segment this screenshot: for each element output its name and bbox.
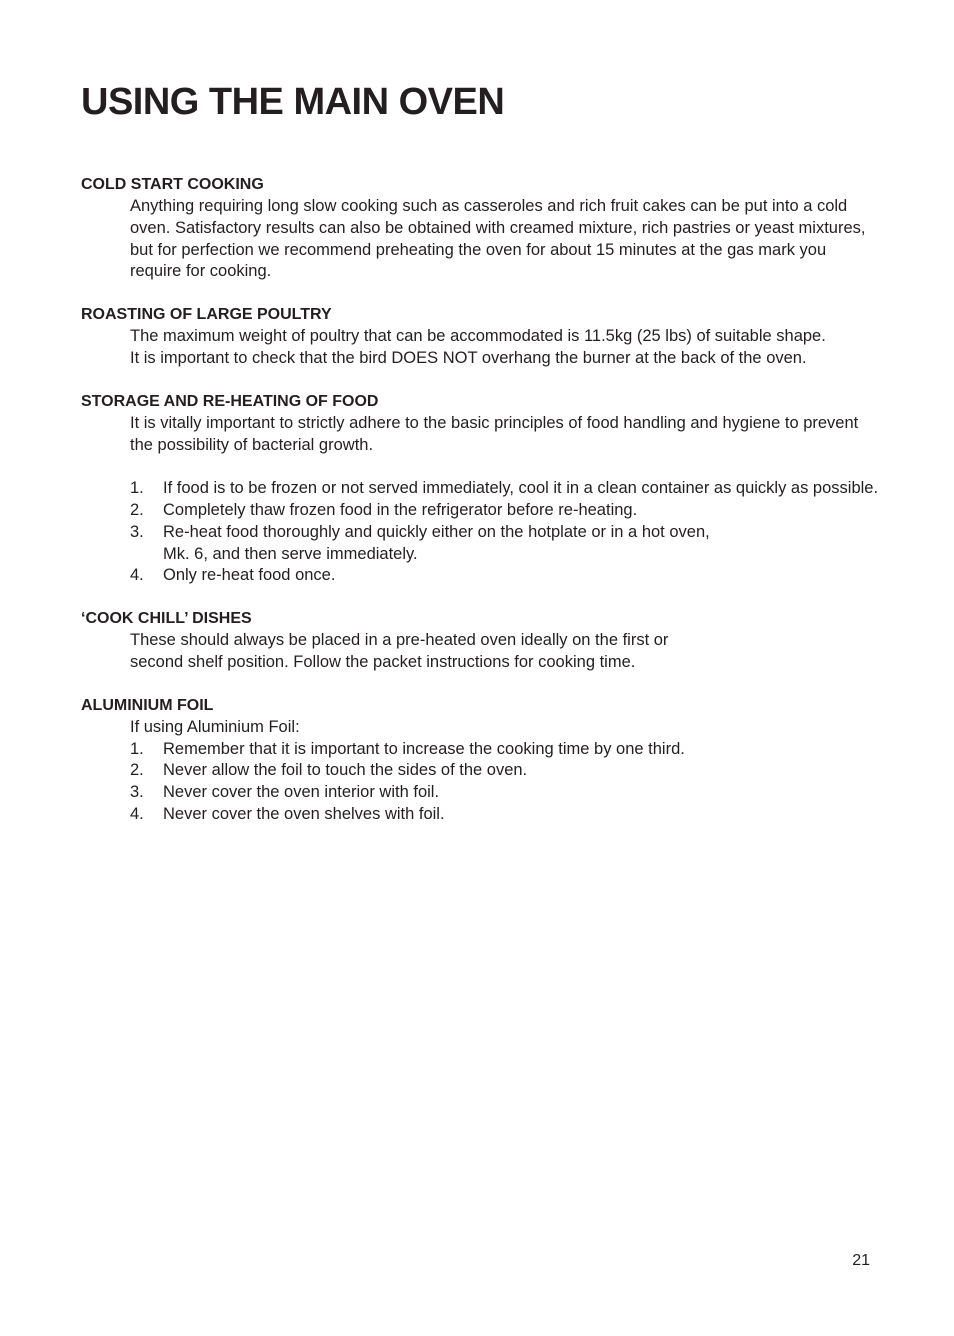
list-text: Remember that it is important to increase the cooking time by one third. [163,739,685,758]
list-text-line: Mk. 6, and then serve immediately. [163,544,418,563]
list-item [130,522,881,566]
list-number: 3. [130,522,144,541]
list-item [130,500,881,522]
section-storage-reheating [81,391,881,587]
list-text: Never allow the foil to touch the sides of the oven. [163,761,528,780]
list-item [130,739,881,761]
list-item [130,565,881,587]
list-text: Never cover the oven interior with foil. [163,783,440,802]
list-number: 1. [130,739,144,758]
paragraph: It is vitally important to strictly adhere to the basic principles of food handling and hygiene to prevent the possibility of bacterial growth. [130,413,859,454]
list-number: 4. [130,804,144,823]
list-text: Only re-heat food once. [163,566,336,585]
list-item [130,478,881,500]
list-item [130,804,881,826]
page-number: 21 [852,1252,870,1269]
list-number: 3. [130,783,144,802]
list-number: 1. [130,479,144,498]
list-item [130,760,881,782]
section-cold-start-cooking [81,174,881,283]
list-number: 2. [130,500,144,519]
list-text: Completely thaw frozen food in the refrigerator before re-heating. [163,500,638,519]
section-heading: ROASTING OF LARGE POULTRY [81,306,332,324]
section-aluminium-foil [81,695,881,826]
section-cook-chill-dishes [81,608,881,674]
list-number: 2. [130,761,144,780]
list-text: Never cover the oven shelves with foil. [163,804,445,823]
paragraph-line: These should always be placed in a pre-heated oven ideally on the first or [130,631,669,650]
section-roasting-large-poultry [81,304,881,370]
spacer [81,456,881,478]
section-heading: ‘COOK CHILL’ DISHES [81,610,252,628]
paragraph-line: second shelf position. Follow the packet instructions for cooking time. [130,652,636,671]
paragraph: The maximum weight of poultry that can be accommodated is 11.5kg (25 lbs) of suitable shape. [130,327,826,346]
paragraph: If using Aluminium Foil: [130,717,300,736]
paragraph: Anything requiring long slow cooking such as casseroles and rich fruit cakes can be put into a cold oven. Satisfactory results can also be obtained with creamed mixture, rich pastries or yeast mixtures, but for perfection we recommend preheating the oven for about 15 minutes at the gas mark you require for cooking. [130,197,866,281]
document-body [81,174,881,847]
list-text-line: Re-heat food thoroughly and quickly either on the hotplate or in a hot oven, [163,522,710,541]
list-text [163,522,881,566]
page-title: USING THE MAIN OVEN [81,81,505,123]
paragraph: It is important to check that the bird DOES NOT overhang the burner at the back of the oven. [130,348,807,367]
section-heading: ALUMINIUM FOIL [81,696,214,714]
list-number: 4. [130,566,144,585]
section-heading: STORAGE AND RE-HEATING OF FOOD [81,392,379,410]
section-heading: COLD START COOKING [81,176,264,193]
list-item [130,782,881,804]
list-text: If food is to be frozen or not served immediately, cool it in a clean container as quickly as possible. [163,479,879,498]
